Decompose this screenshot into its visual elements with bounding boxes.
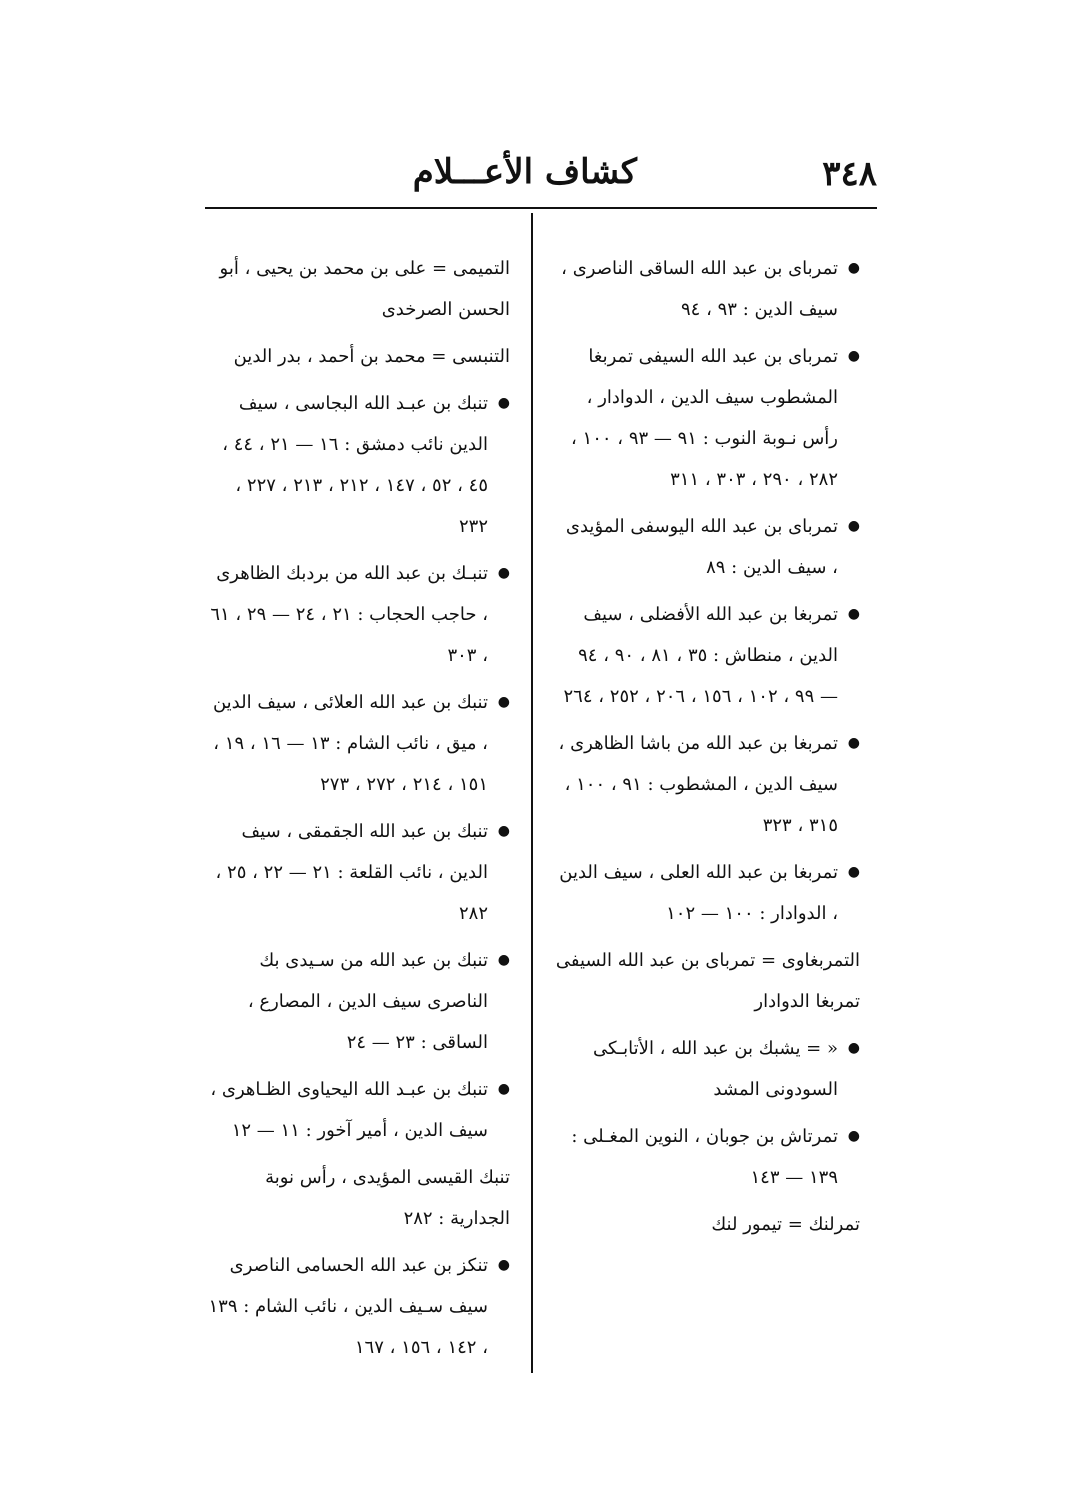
entry-text: تنبك بن عبد الله العلائى ، سيف الدين ، ميق ، نائب الشام : ١٣ — ١٦ ، ١٩ ، ١٥١ ، ٢١٤ ، ٢٧٢ ، ٢٧٣ [212,692,488,795]
index-entry [555,1028,860,1110]
bullet-icon: ● [497,395,510,411]
bullet-icon: ● [497,1257,510,1273]
entry-text: تنبك بن عبـد الله اليحياوى الظـاهرى ، سيف الدين ، أمير آخور : ١١ — ١٢ [210,1079,488,1141]
bullet-icon: ● [847,518,860,534]
index-entry [555,1204,860,1245]
index-entry [205,553,510,676]
bullet-icon: ● [847,1128,860,1144]
bullet-icon: ● [497,952,510,968]
index-entry [555,723,860,846]
right-column [555,248,860,1251]
entry-text: تنبك بن عبـد الله البجاسى ، سيف الدين نائب دمشق : ١٦ — ٢١ ، ٤٤ ، ٤٥ ، ٥٢ ، ١٤٧ ، ٢١٢ ، ٢١٣ ، ٢٢٧ ، ٢٣٢ [222,393,488,537]
column-divider [531,213,533,1373]
index-entry [205,383,510,547]
entry-text: تمربغا بن عبد الله الأفضلى ، سيف الدين ، منطاش : ٣٥ ، ٨١ ، ٩٠ ، ٩٤ — ٩٩ ، ١٠٢ ، ١٥٦ ، ٢٠٦ ، ٢٥٢ ، ٢٦٤ [563,604,838,707]
bullet-icon: ● [847,348,860,364]
index-entry [555,336,860,500]
entry-text: تنبك القيسى المؤيدى ، رأس نوبة الجدارية : ٢٨٢ [265,1167,510,1229]
entry-text: تمرباى بن عبد الله اليوسفى المؤيدى ، سيف الدين : ٨٩ [565,516,838,578]
index-entry [205,682,510,805]
bullet-icon: ● [847,735,860,751]
entry-text: « = يشبك بن عبد الله ، الأتابـكى السودونى المشد [592,1038,838,1100]
index-entry [555,940,860,1022]
page-number: ٣٤٨ [822,154,877,194]
index-entry [555,852,860,934]
index-entry [555,506,860,588]
entry-text: تمرباى بن عبد الله الساقى الناصرى ، سيف الدين : ٩٣ ، ٩٤ [561,258,838,320]
bullet-icon: ● [847,606,860,622]
entry-text: تنبك بن عبد الله الجقمقى ، سيف الدين ، نائب القلعة : ٢١ — ٢٢ ، ٢٥ ، ٢٨٢ [215,821,488,924]
entry-text: تنبك بن عبد الله من سـيدى بك الناصرى سيف الدين ، المصارع ، الساقى : ٢٣ — ٢٤ [247,950,488,1053]
index-entry [205,811,510,934]
index-entry [205,1245,510,1368]
bullet-icon: ● [497,823,510,839]
header-rule [205,207,877,209]
bullet-icon: ● [847,864,860,880]
entry-text: تمرباى بن عبد الله السيفى تمربغا المشطوب سيف الدين ، الدوادار ، رأس نـوبة النوب : ٩١ — ٩٣ ، ١٠٠ ، ٢٨٢ ، ٢٩٠ ، ٣٠٣ ، ٣١١ [571,346,838,490]
index-entry [205,248,510,330]
index-entry [205,336,510,377]
bullet-icon: ● [497,565,510,581]
index-entry [205,1069,510,1151]
left-column [205,248,510,1374]
bullet-icon: ● [847,1040,860,1056]
page-header [205,150,877,206]
bullet-icon: ● [847,260,860,276]
running-title: كشاف الأعـــلام [412,152,637,192]
entry-text: التميمى = على بن محمد بن يحيى ، أبو الحسن الصرخدى [219,258,510,320]
entry-text: تمرتاش بن جوبان ، النوين المغـلى : ١٣٩ — ١٤٣ [571,1126,838,1188]
bullet-icon: ● [497,1081,510,1097]
index-entry [205,1157,510,1239]
index-entry [555,594,860,717]
index-entry [555,1116,860,1198]
entry-text: التنبسى = محمد بن أحمد ، بدر الدين [233,346,510,367]
entry-text: تمربغا بن عبد الله العلى ، سيف الدين ، الدوادار : ١٠٠ — ١٠٢ [559,862,838,924]
entry-text: تمربغا بن عبد الله من باشا الظاهرى ، سيف الدين ، المشطوب : ٩١ ، ١٠٠ ، ٣١٥ ، ٣٢٣ [558,733,838,836]
entry-text: التمربغاوى = تمرباى بن عبد الله السيفى تمربغا الدوادار [555,950,860,1012]
entry-text: تمرلنك = تيمور لنك [711,1214,860,1235]
index-entry [555,248,860,330]
entry-text: تنكز بن عبد الله الحسامى الناصرى سيف سـيف الدين ، نائب الشام : ١٣٩ ، ١٤٢ ، ١٥٦ ، ١٦٧ [208,1255,488,1358]
entry-text: تنبـك بن عبد الله من بردبك الظاهرى ، حاجب الحجاب : ٢١ ، ٢٤ — ٢٩ ، ٦١ ، ٣٠٣ [210,563,488,666]
index-entry [205,940,510,1063]
bullet-icon: ● [497,694,510,710]
